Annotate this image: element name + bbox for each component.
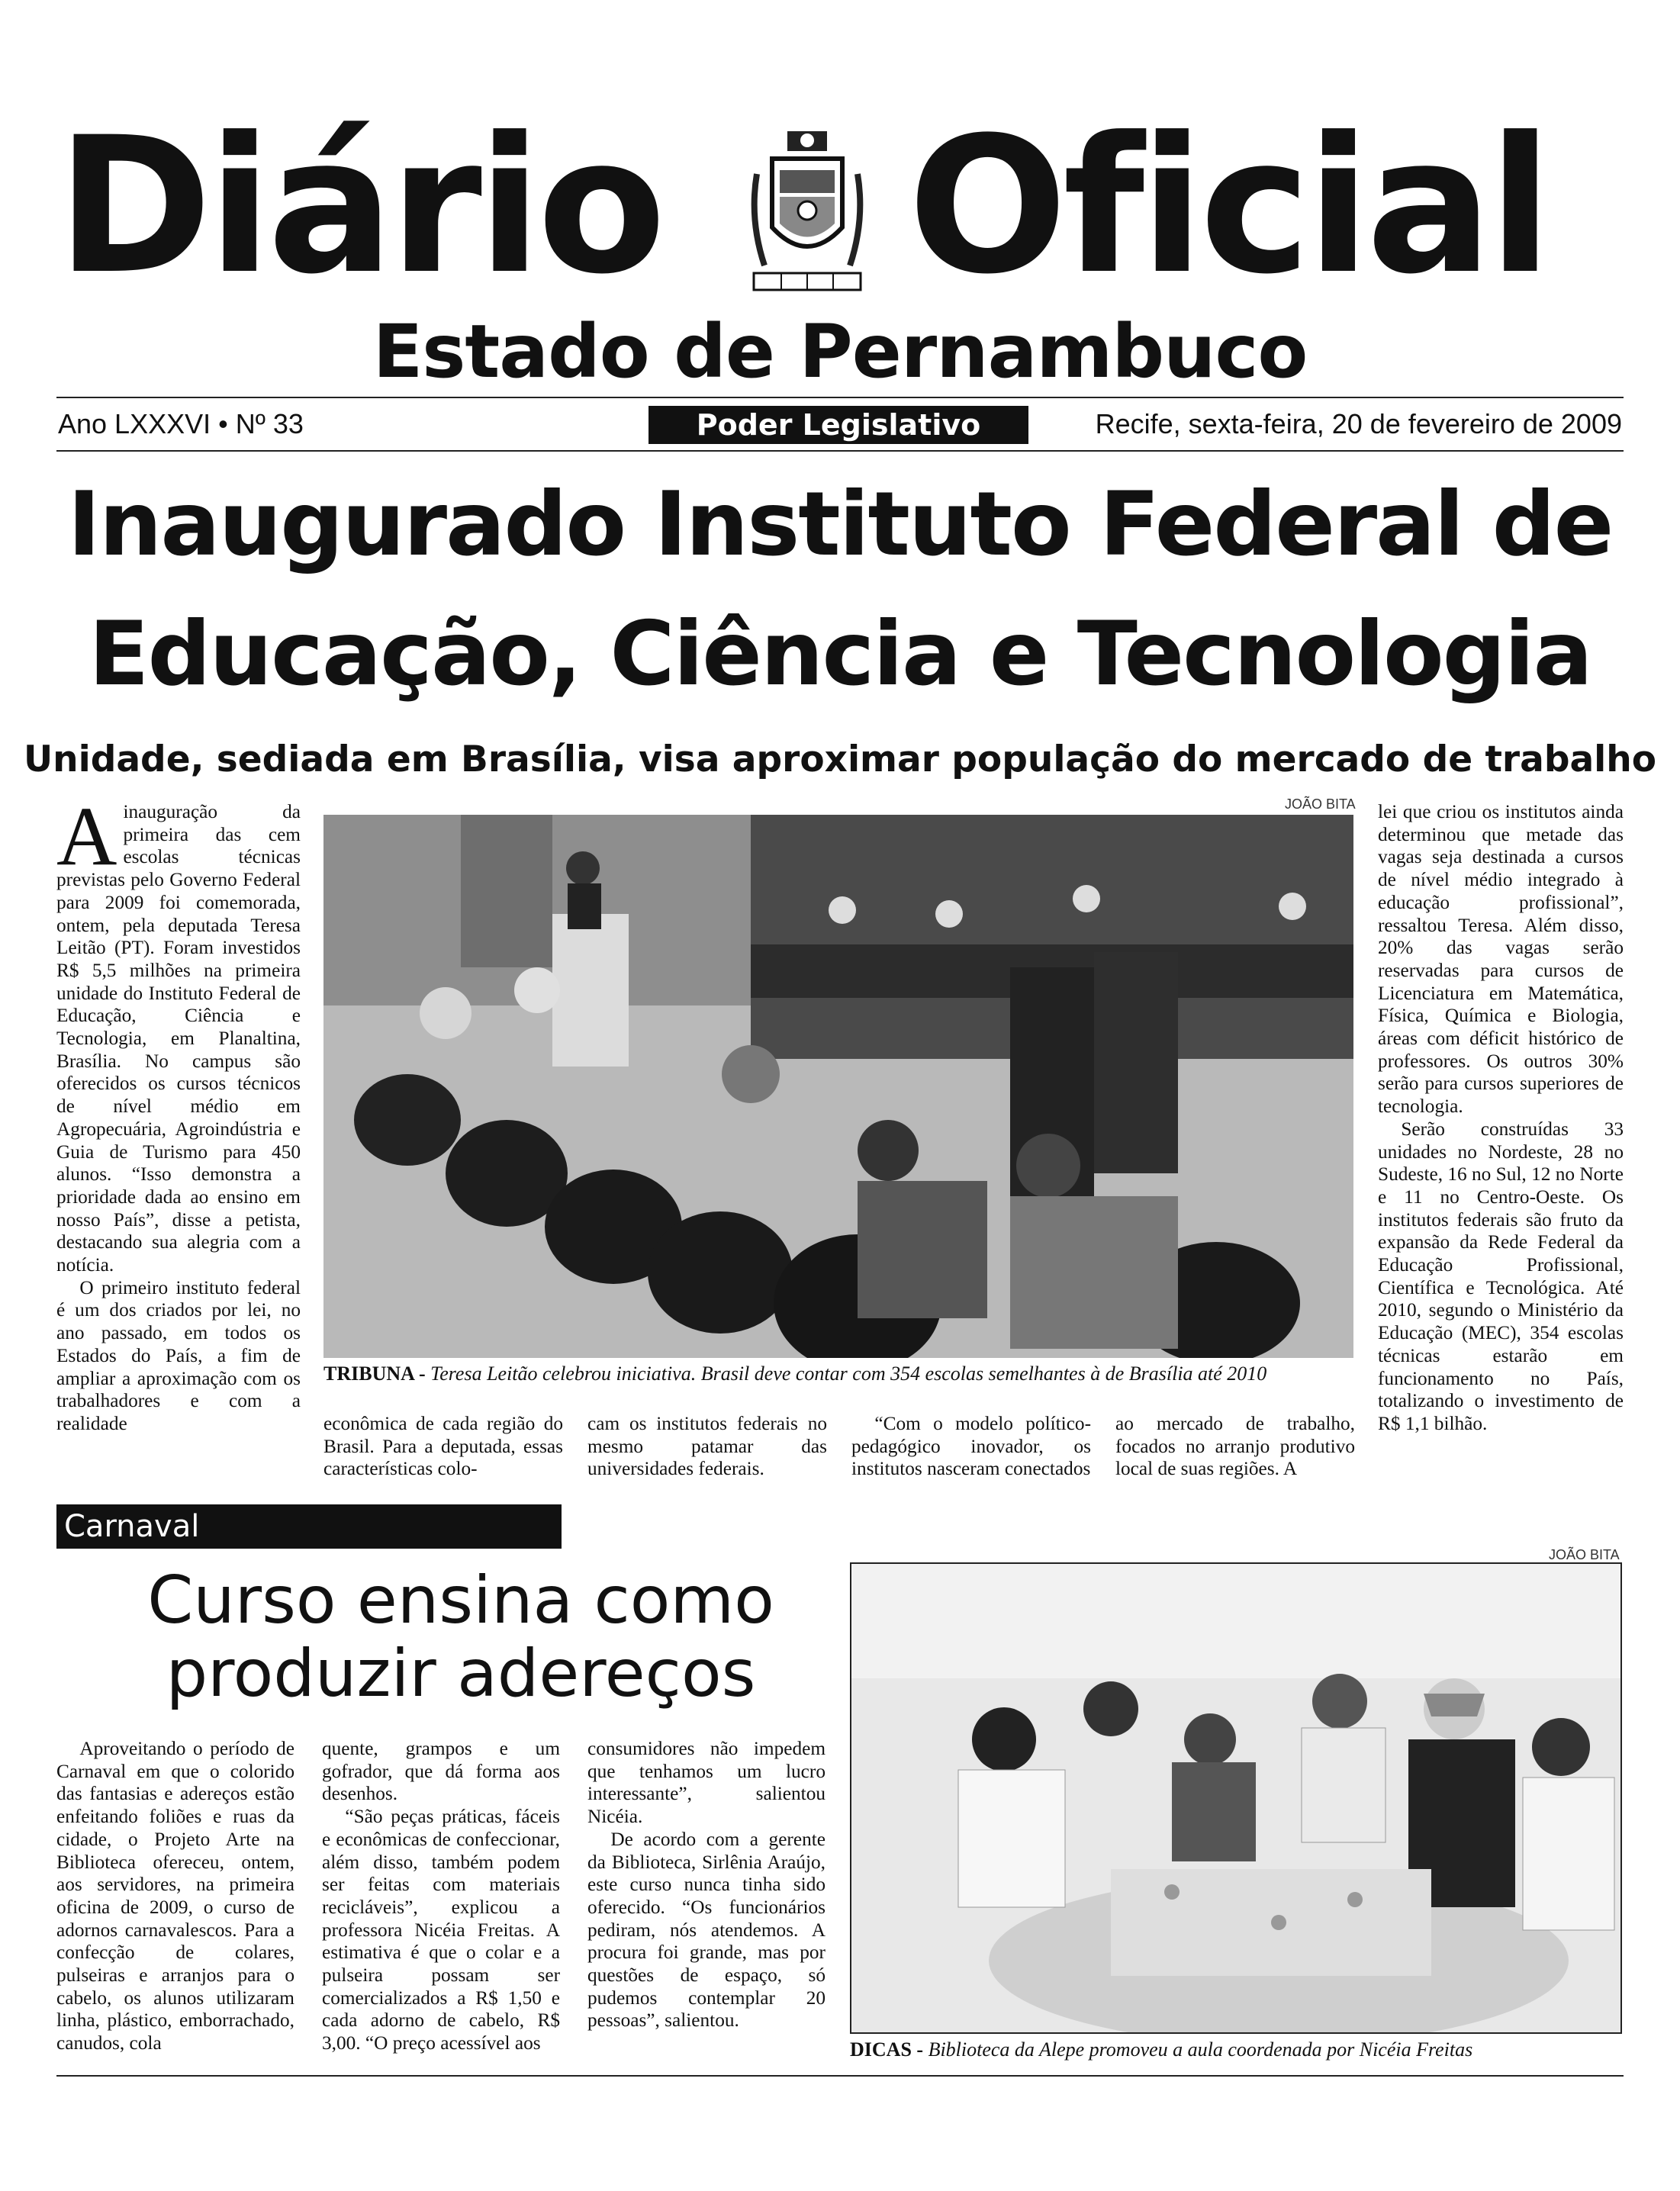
story2-title (56, 1564, 865, 1711)
section-label-carnaval: Carnaval (56, 1504, 562, 1549)
story2-title-line2: produzir adereços (166, 1636, 756, 1713)
story2-col3-paragraph1: consumidores não impedem que tenhamos um lucro interessante”, salientou Nicéia. (587, 1738, 826, 1828)
story2-photo (850, 1562, 1622, 2034)
masthead-top-rule (56, 397, 1624, 398)
story2-col3-paragraph2: De acordo com a gerente da Biblioteca, Sirlênia Araújo, este curso nunca tinha sido oferecido. “Os funcionários pediram, nós atendemos. A procura foi grande, mas por questões de espaço, só pudemos contemplar 20 pessoas”, salientou. (587, 1828, 826, 2032)
story2-column-3 (587, 1738, 826, 2032)
lead-col1-paragraph2: O primeiro instituto federal é um dos criados por lei, no ano passado, em todos os Estados do País, a fim de ampliar a aproximação com os trabalhadores e com a realidade (56, 1276, 301, 1434)
lead-col6-paragraph1: lei que criou os institutos ainda determinou que metade das vagas seja destinada a cursos de nível médio integrado à educação profissional”, ressaltou Teresa. Além disso, 20% das vagas serão reservadas para cursos de Licenciatura em Matemática, Física, Química e Biologia, áreas com déficit histórico de professores. Os outros 30% serão para cursos superiores de tecnologia. (1378, 801, 1624, 1118)
lead-photo-credit: JOÃO BITA (1285, 796, 1356, 812)
lead-column-6 (1378, 801, 1624, 1436)
story2-column-2 (322, 1738, 560, 2055)
lead-column-2: econômica de cada região do Brasil. Para a deputada, essas características colo- (323, 1413, 563, 1480)
lead-column-1 (56, 790, 301, 1436)
pernambuco-coat-of-arms-icon (734, 128, 880, 298)
lead-col1-paragraph1: inauguração da primeira das cem escolas técnicas previstas pelo Governo Federal para 2009 foi comemorada, ontem, pela deputada Teresa Leitão (PT). Foram investidos R$ 5,5 milhões na primeira unidade do Instituto Federal de Educação, Ciência e Tecnologia, em Planaltina, Brasília. No campus são oferecidos os cursos técnicos de nível médio em Agropecuária, Agroindústria e Guia de Turismo para 450 alunos. “Isso demonstra a prioridade dada ao ensino em nosso País”, disse a petista, destacando sua alegria com a notícia. (56, 801, 301, 1276)
story2-title-line1: Curso ensina como (147, 1562, 774, 1639)
page-bottom-rule (56, 2075, 1624, 2077)
story2-col2-paragraph1: quente, grampos e um gofrador, que dá forma aos desenhos. (322, 1738, 560, 1805)
lead-photo-caption (323, 1363, 1353, 1385)
masthead-bottom-rule (56, 450, 1624, 452)
lead-photo (323, 815, 1353, 1358)
lead-col6-paragraph2: Serão construídas 33 unidades no Nordeste, 28 no Sudeste, 16 no Sul, 12 no Norte e 11 no Centro-Oeste. Os institutos federais são fruto da expansão da Rede Federal da Educação Profissional, Científica e Tecnológica. Até 2010, segundo o Ministério da Educação (MEC), 354 escolas técnicas estarão em funcionamento no País, totalizando o investimento de R$ 1,1 bilhão. (1378, 1118, 1624, 1434)
drop-cap: A (56, 790, 117, 883)
story2-column-1: Aproveitando o período de Carnaval em que o colorido das fantasias e adereços estão enfeitando foliões e ruas da cidade, o Projeto Arte na Biblioteca ofereceu, ontem, aos servidores, na primeira oficina de 2009, o curso de adornos carnavalescos. Para a confecção de colares, pulseiras e arranjos para o cabelo, os alunos utilizaram linha, plástico, emborrachado, canudos, cola (56, 1738, 294, 2054)
story2-caption-text: Biblioteca da Alepe promoveu a aula coordenada por Nicéia Freitas (928, 2038, 1473, 2061)
lead-column-5: ao mercado de trabalho, focados no arranjo produtivo local de suas regiões. A (1115, 1413, 1355, 1480)
dateline: Recife, sexta-feira, 20 de fevereiro de 2009 (1095, 408, 1622, 439)
story2-col2-paragraph2: “São peças práticas, fáceis e econômicas de confeccionar, além disso, também podem ser feitas com materiais recicláveis”, explicou a professora Nicéia Freitas. A estimativa é que o colar e a pulseira possam ser comercializados a R$ 1,50 e cada adorno de cabelo, R$ 3,00. “O preço acessível aos (322, 1806, 560, 2054)
masthead-title-left: Diário (56, 98, 662, 316)
lead-column-4: “Com o modelo político-pedagógico inovador, os institutos nasceram conectados (851, 1413, 1091, 1480)
lead-headline-line1: Inaugurado Instituto Federal de (67, 473, 1613, 576)
story2-caption-label: DICAS - (850, 2038, 929, 2061)
lead-headline-line2: Educação, Ciência e Tecnologia (89, 603, 1591, 706)
edition-number: Ano LXXXVI • Nº 33 (58, 408, 304, 439)
masthead-title-right: Oficial (908, 98, 1548, 316)
lead-deck: Unidade, sediada em Brasília, visa aproximar população do mercado de trabalho (23, 738, 1657, 780)
lead-caption-text: Teresa Leitão celebrou iniciativa. Brasil deve contar com 354 escolas semelhantes à de Brasília até 2010 (430, 1363, 1267, 1385)
lead-caption-label: TRIBUNA - (323, 1363, 431, 1385)
lead-column-3: cam os institutos federais no mesmo patamar das universidades federais. (587, 1413, 827, 1480)
masthead-subtitle: Estado de Pernambuco (372, 309, 1308, 394)
story2-photo-caption (850, 2038, 1622, 2061)
section-badge: Poder Legislativo (649, 406, 1028, 444)
story2-photo-credit: JOÃO BITA (1549, 1547, 1620, 1562)
